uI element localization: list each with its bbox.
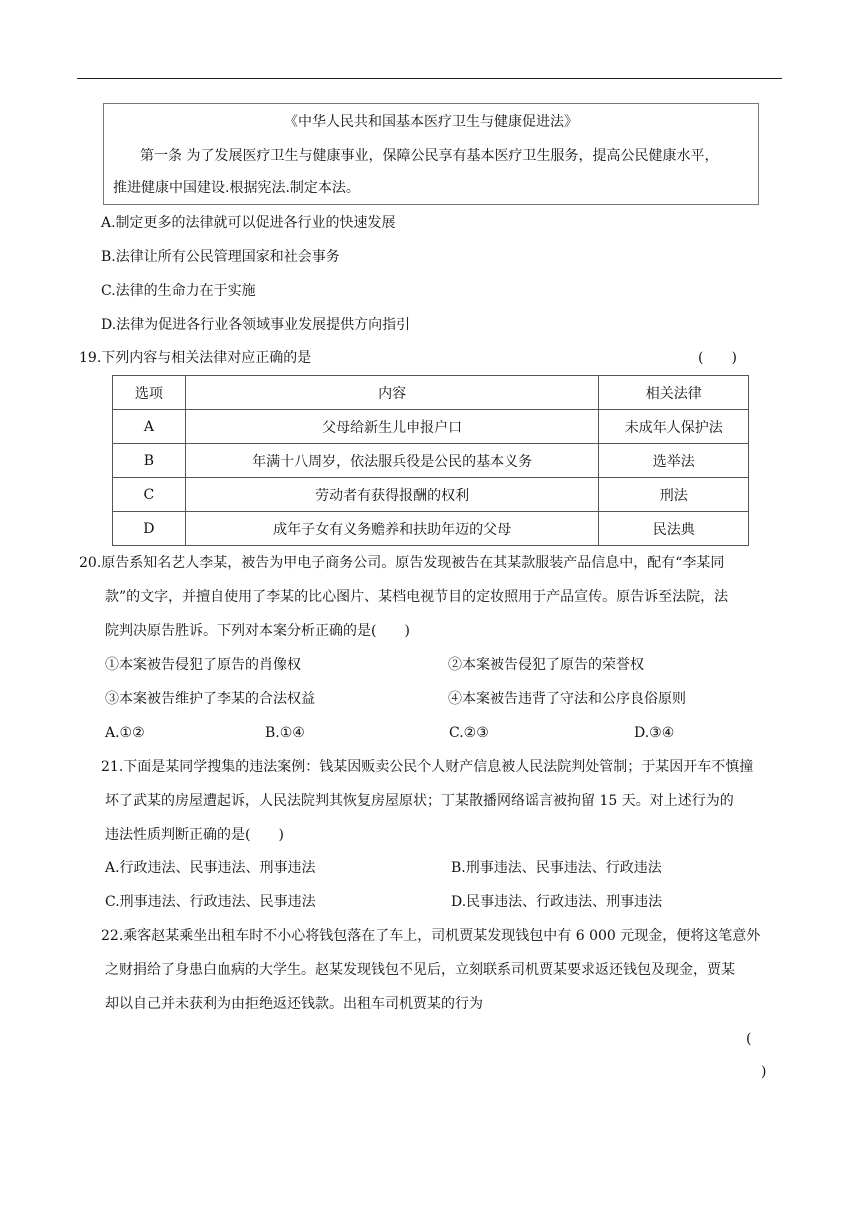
q21-option-d: D.民事违法、行政违法、刑事违法 bbox=[451, 894, 663, 910]
q20-statement-4: ④本案被告违背了守法和公序良俗原则 bbox=[448, 691, 686, 707]
table-header-option: 选项 bbox=[113, 376, 186, 410]
table-cell-law: 选举法 bbox=[599, 444, 749, 478]
q20-option-b: B.①④ bbox=[265, 725, 305, 741]
law-quote-line-1: 第一条 为了发展医疗卫生与健康事业，保障公民享有基本医疗卫生服务，提高公民健康水平， bbox=[140, 148, 719, 164]
q18-option-d: D.法律为促进各行业各领域事业发展提供方向指引 bbox=[101, 317, 411, 333]
q21-option-b: B.刑事违法、民事违法、行政违法 bbox=[451, 860, 662, 876]
table-header-law: 相关法律 bbox=[599, 376, 749, 410]
q22-paren-close: ) bbox=[761, 1064, 767, 1080]
table-header-row bbox=[113, 376, 749, 410]
q22-stem-line-3: 却以自己并未获利为由拒绝返还钱款。出租车司机贾某的行为 bbox=[105, 996, 483, 1012]
q18-option-b: B.法律让所有公民管理国家和社会事务 bbox=[101, 249, 340, 265]
q22-paren-open: ( bbox=[746, 1031, 752, 1047]
table-header-content: 内容 bbox=[185, 376, 599, 410]
table-cell-law: 民法典 bbox=[599, 512, 749, 546]
q21-option-a: A.行政违法、民事违法、刑事违法 bbox=[105, 860, 316, 876]
table-cell-content: 父母给新生儿申报户口 bbox=[185, 410, 599, 444]
table-cell-content: 劳动者有获得报酬的权利 bbox=[185, 478, 599, 512]
q21-stem-line-3: 违法性质判断正确的是( ) bbox=[105, 827, 284, 843]
table-cell-content: 年满十八周岁，依法服兵役是公民的基本义务 bbox=[185, 444, 599, 478]
q22-stem-line-2: 之财捐给了身患白血病的大学生。赵某发现钱包不见后，立刻联系司机贾某要求返还钱包及现金，贾某 bbox=[105, 962, 735, 978]
table-cell-option: A bbox=[113, 410, 186, 444]
q21-stem-line-1: 21.下面是某同学搜集的违法案例：钱某因贩卖公民个人财产信息被人民法院判处管制；于某因开车不慎撞 bbox=[101, 759, 754, 775]
q20-option-c: C.②③ bbox=[449, 725, 489, 741]
table-cell-content: 成年子女有义务赡养和扶助年迈的父母 bbox=[185, 512, 599, 546]
law-quote-title: 《中华人民共和国基本医疗卫生与健康促进法》 bbox=[284, 114, 578, 130]
table-row bbox=[113, 444, 749, 478]
q21-stem-line-2: 坏了武某的房屋遭起诉，人民法院判其恢复房屋原状；丁某散播网络谣言被拘留 15 天。对上述行为的 bbox=[105, 793, 734, 809]
q20-statement-3: ③本案被告维护了李某的合法权益 bbox=[105, 691, 315, 707]
q20-stem-line-3: 院判决原告胜诉。下列对本案分析正确的是( ) bbox=[105, 623, 410, 639]
q18-option-a: A.制定更多的法律就可以促进各行业的快速发展 bbox=[101, 215, 396, 231]
table-row bbox=[113, 478, 749, 512]
table-row bbox=[113, 512, 749, 546]
q20-stem-line-1: 20.原告系知名艺人李某，被告为甲电子商务公司。原告发现被告在其某款服装产品信息中，配有“李某同 bbox=[79, 555, 725, 571]
table-cell-option: D bbox=[113, 512, 186, 546]
table-row bbox=[113, 410, 749, 444]
q20-stem-line-2: 款”的文字，并擅自使用了李某的比心图片、某档电视节目的定妆照用于产品宣传。原告诉至法院，法 bbox=[105, 589, 729, 605]
table-cell-option: B bbox=[113, 444, 186, 478]
header-rule bbox=[77, 78, 782, 79]
table-cell-law: 未成年人保护法 bbox=[599, 410, 749, 444]
q20-option-d: D.③④ bbox=[634, 725, 675, 741]
q19-answer-paren: ( ) bbox=[698, 350, 737, 366]
table-cell-option: C bbox=[113, 478, 186, 512]
q18-option-c: C.法律的生命力在于实施 bbox=[101, 283, 256, 299]
q20-statement-2: ②本案被告侵犯了原告的荣誉权 bbox=[448, 657, 644, 673]
law-quote-line-2: 推进健康中国建设.根据宪法.制定本法。 bbox=[113, 180, 360, 196]
q20-option-a: A.①② bbox=[105, 725, 145, 741]
table-cell-law: 刑法 bbox=[599, 478, 749, 512]
q22-stem-line-1: 22.乘客赵某乘坐出租车时不小心将钱包落在了车上，司机贾某发现钱包中有 6 000 元现金，便将这笔意外 bbox=[101, 928, 761, 944]
q19-stem: 19.下列内容与相关法律对应正确的是 bbox=[79, 350, 312, 366]
q21-option-c: C.刑事违法、行政违法、民事违法 bbox=[105, 894, 316, 910]
q20-statement-1: ①本案被告侵犯了原告的肖像权 bbox=[105, 657, 301, 673]
q19-table bbox=[112, 375, 749, 546]
